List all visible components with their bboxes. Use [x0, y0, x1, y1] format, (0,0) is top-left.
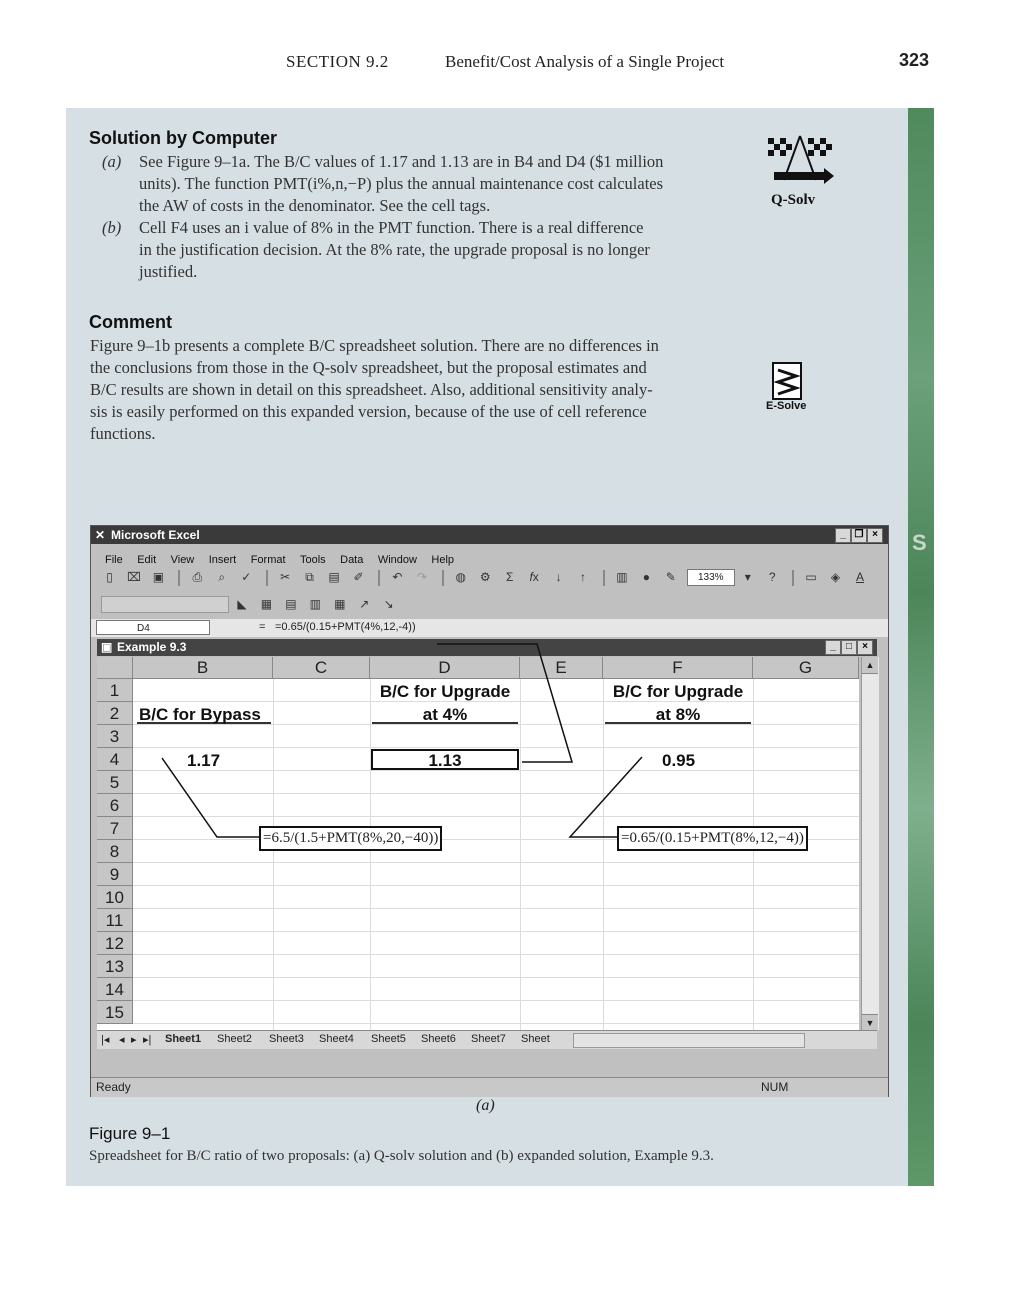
drawing-icon[interactable]: ✎ [665, 570, 676, 585]
subfigure-tag: (a) [476, 1097, 495, 1114]
part-b-text [139, 217, 719, 283]
redo-icon[interactable]: ↷ [416, 570, 427, 585]
tab-sheet5[interactable]: Sheet5 [371, 1033, 406, 1045]
comment-line-4: sis is easily performed on this expanded version, because of the use of cell reference [90, 402, 647, 421]
part-a-text [139, 151, 719, 217]
comment-line-3: B/C results are shown in detail on this spreadsheet. Also, additional sensitivity analy- [90, 380, 653, 399]
excel-window [90, 525, 889, 1097]
part-a-tag: (a) [102, 152, 122, 171]
tab-sheet2[interactable]: Sheet2 [217, 1033, 252, 1045]
by-column-icon[interactable]: ▦ [334, 597, 346, 612]
tab-sheet4[interactable]: Sheet4 [319, 1033, 354, 1045]
undo-icon[interactable]: ↶ [392, 570, 403, 585]
menu-insert[interactable]: Insert [208, 554, 237, 566]
cell-d1[interactable]: B/C for Upgrade [379, 682, 511, 701]
row-header[interactable]: 8 [97, 840, 133, 863]
menu-edit[interactable]: Edit [137, 554, 157, 566]
formula-content[interactable]: =0.65/(0.15+PMT(4%,12,-4)) [275, 621, 416, 633]
toolbar-separator [603, 570, 605, 586]
print-preview-icon[interactable]: ⌕ [218, 570, 226, 585]
part-b-line-1: Cell F4 uses an i value of 8% in the PMT function. There is a real difference [139, 218, 644, 237]
fill-color-icon[interactable]: ◈ [830, 570, 841, 585]
open-icon[interactable]: ⌧ [127, 570, 141, 585]
close-button[interactable]: × [867, 528, 883, 543]
running-header-section: SECTION 9.2 [286, 52, 389, 71]
menu-format[interactable]: Format [250, 554, 286, 566]
toolbar-separator [266, 570, 268, 586]
menu-tools[interactable]: Tools [299, 554, 326, 566]
figure-label: Figure 9–1 [89, 1124, 171, 1143]
row-header[interactable]: 7 [97, 817, 133, 840]
comment-line-1: Figure 9–1b presents a complete B/C spreadsheet solution. There are no differences in [90, 336, 659, 355]
solution-heading: Solution by Computer [89, 128, 277, 148]
cell-tag-b4: =6.5/(1.5+PMT(8%,20,−40)) [259, 826, 442, 851]
part-a-line-2: units). The function PMT(i%,n,−P) plus the annual maintenance cost calculates [139, 174, 664, 193]
workbook-close-button[interactable]: × [857, 640, 873, 655]
column-header-c[interactable]: C [273, 657, 370, 679]
copy-icon[interactable]: ⧉ [305, 570, 314, 585]
row-header[interactable]: 10 [97, 886, 133, 909]
menu-view[interactable]: View [170, 554, 195, 566]
cell-d2[interactable]: at 4% [422, 705, 468, 724]
horizontal-scrollbar[interactable] [573, 1033, 805, 1048]
angle-text-down-icon[interactable]: ↘ [383, 597, 394, 612]
paste-icon[interactable]: ▤ [328, 570, 340, 585]
chart-wizard-icon[interactable]: ▥ [616, 570, 628, 585]
angle-text-up-icon[interactable]: ↗ [359, 597, 370, 612]
map-icon[interactable]: ● [642, 570, 650, 585]
menu-file[interactable]: File [105, 554, 123, 566]
function-icon[interactable]: fx [529, 570, 539, 585]
font-box[interactable] [101, 596, 229, 613]
borders-icon[interactable]: ▭ [805, 570, 817, 585]
figure-caption: Spreadsheet for B/C ratio of two proposals: (a) Q-solv solution and (b) expanded solution, Example 9.3. [89, 1148, 714, 1164]
data-table-icon[interactable]: ▤ [285, 597, 297, 612]
tab-scroll-last-icon[interactable]: ▸| [143, 1034, 152, 1046]
callout-lines [97, 617, 859, 917]
new-icon[interactable]: ▯ [106, 570, 113, 585]
page-number: 323 [899, 50, 930, 70]
spreadsheet-icon [772, 362, 802, 405]
part-a-line-3: the AW of costs in the denominator. See the cell tags. [139, 196, 491, 215]
workbook-title: Example 9.3 [117, 640, 187, 654]
spelling-icon[interactable]: ✓ [241, 570, 252, 585]
gridline [133, 931, 859, 932]
part-b-line-3: justified. [139, 262, 198, 281]
legend-icon[interactable]: ▦ [260, 597, 273, 612]
running-header-title: Benefit/Cost Analysis of a Single Project [445, 52, 725, 71]
worksheet-grid[interactable] [97, 657, 859, 1030]
menu-data[interactable]: Data [340, 554, 364, 566]
print-icon[interactable]: ⎙ [192, 570, 203, 585]
sort-descending-icon[interactable]: ↑ [580, 570, 587, 585]
workbook-icon: ▣ [101, 640, 113, 654]
column-header-g[interactable]: G [753, 657, 859, 679]
comment-heading: Comment [89, 312, 173, 332]
gridline [133, 954, 859, 955]
row-header[interactable]: 14 [97, 978, 133, 1001]
cell-f2[interactable]: at 8% [655, 705, 701, 724]
standard-toolbar [101, 569, 881, 591]
formula-equals: = [259, 621, 266, 633]
hyperlink-icon[interactable]: ⚙ [479, 570, 491, 585]
menu-window[interactable]: Window [377, 554, 417, 566]
gridline [133, 977, 859, 978]
row-header[interactable]: 6 [97, 794, 133, 817]
workbook-minimize-button[interactable]: _ [825, 640, 841, 655]
by-row-icon[interactable]: ▥ [309, 597, 321, 612]
toolbar-separator [442, 570, 444, 586]
qsolv-label: Q-Solv [771, 192, 816, 208]
save-icon[interactable]: ▣ [152, 570, 165, 585]
esolve-label: E-Solve [766, 400, 807, 412]
cell-f1[interactable]: B/C for Upgrade [612, 682, 744, 701]
row-header[interactable]: 2 [97, 702, 133, 725]
toolbar-separator [792, 570, 794, 586]
row-header[interactable]: 1 [97, 679, 133, 702]
row-header[interactable]: 11 [97, 909, 133, 932]
minimize-button[interactable]: _ [835, 528, 851, 543]
cell-tag-f4: =0.65/(0.15+PMT(8%,12,−4)) [617, 826, 808, 851]
column-header-e[interactable]: E [520, 657, 603, 679]
tab-sheet6[interactable]: Sheet6 [421, 1033, 456, 1045]
part-b-tag: (b) [102, 218, 122, 237]
vertical-scrollbar[interactable] [861, 657, 879, 1030]
row-header[interactable]: 13 [97, 955, 133, 978]
web-icon[interactable]: ◍ [455, 570, 466, 585]
row-header[interactable]: 5 [97, 771, 133, 794]
sort-ascending-icon[interactable]: ↓ [555, 570, 562, 585]
margin-decorative-bar [908, 108, 934, 1186]
column-header-d[interactable]: D [370, 657, 520, 679]
tab-scroll-prev-icon[interactable]: ◂ [119, 1034, 125, 1046]
row-header[interactable]: 12 [97, 932, 133, 955]
restore-button[interactable]: ❐ [851, 528, 867, 543]
toolbar-separator [378, 570, 380, 586]
office-assistant-icon[interactable]: ? [768, 570, 776, 585]
status-bar [91, 1077, 888, 1097]
part-b-line-2: in the justification decision. At the 8% rate, the upgrade proposal is no longer [139, 240, 650, 259]
excel-app-icon: ✕ [95, 528, 106, 542]
cell-b4[interactable]: 1.17 [187, 751, 221, 770]
status-num: NUM [761, 1080, 789, 1094]
tab-scroll-next-icon[interactable]: ▸ [131, 1034, 137, 1046]
gridline [133, 1000, 859, 1001]
autosum-icon[interactable]: Σ [505, 570, 514, 585]
excel-titlebar [91, 526, 888, 544]
row-header[interactable]: 3 [97, 725, 133, 748]
menu-bar [105, 550, 464, 568]
gridline [133, 1023, 859, 1024]
column-header-b[interactable]: B [133, 657, 273, 679]
part-a-line-1: See Figure 9–1a. The B/C values of 1.17 and 1.13 are in B4 and D4 ($1 million [139, 152, 664, 171]
comment-text [90, 335, 720, 445]
column-header-f[interactable]: F [603, 657, 753, 679]
menu-help[interactable]: Help [431, 554, 455, 566]
checkered-flags-icon [764, 128, 836, 191]
tab-scroll-first-icon[interactable]: |◂ [101, 1034, 110, 1046]
row-header[interactable]: 15 [97, 1001, 133, 1024]
tab-sheet7[interactable]: Sheet7 [471, 1033, 506, 1045]
format-painter-icon[interactable]: ✐ [353, 570, 364, 585]
cell-f4[interactable]: 0.95 [662, 751, 696, 770]
cell-d4[interactable]: 1.13 [428, 751, 462, 770]
name-box[interactable]: D4 [96, 620, 210, 635]
comment-line-2: the conclusions from those in the Q-solv spreadsheet, but the proposal estimates and [90, 358, 647, 377]
scroll-up-arrow-icon[interactable]: ▲ [862, 657, 878, 674]
chart-type-icon[interactable]: ◣ [237, 597, 247, 612]
status-ready: Ready [96, 1080, 131, 1094]
tab-sheet3[interactable]: Sheet3 [269, 1033, 304, 1045]
sheet-tab-bar [97, 1030, 877, 1049]
cell-b2[interactable]: B/C for Bypass [139, 705, 261, 724]
tab-sheet8[interactable]: Sheet [521, 1033, 550, 1045]
comment-line-5: functions. [90, 424, 156, 443]
row-header[interactable]: 9 [97, 863, 133, 886]
tab-sheet1[interactable]: Sheet1 [165, 1033, 202, 1045]
zoom-box[interactable]: 133% [687, 569, 735, 586]
formatting-toolbar [101, 596, 881, 618]
margin-decorative-letter: S [912, 530, 927, 555]
row-header[interactable]: 4 [97, 748, 133, 771]
toolbar-separator [178, 570, 180, 586]
excel-app-title: Microsoft Excel [111, 528, 200, 542]
workbook-restore-button[interactable]: □ [841, 640, 857, 655]
font-color-icon[interactable]: A [855, 570, 864, 585]
zoom-dropdown-icon[interactable]: ▾ [744, 570, 751, 585]
cut-icon[interactable]: ✂ [280, 570, 291, 585]
scroll-down-arrow-icon[interactable]: ▼ [862, 1014, 878, 1031]
